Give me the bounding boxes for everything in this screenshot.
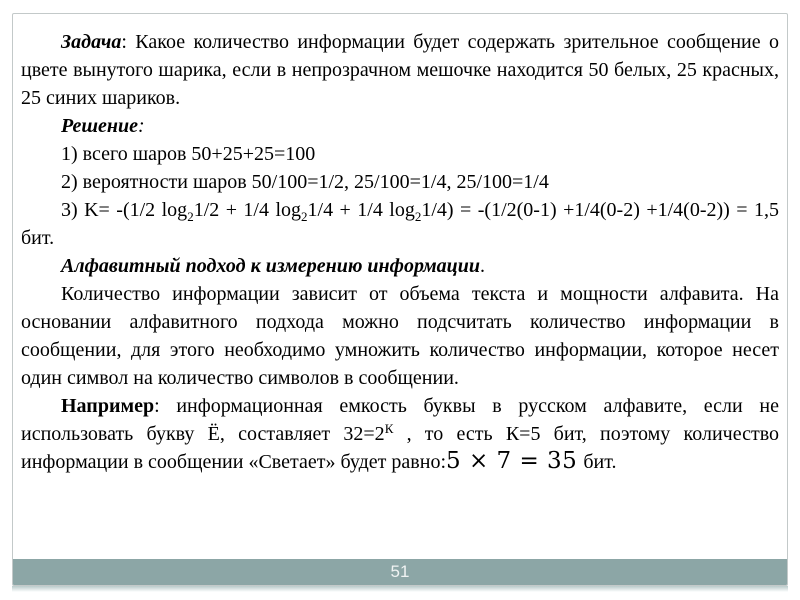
equation-5x7: 5 × 7 = 35 (446, 448, 578, 474)
example-tail: бит. (583, 451, 617, 473)
solution-heading (21, 112, 779, 140)
example-paragraph (21, 392, 779, 476)
alphabet-heading (21, 252, 779, 280)
solution-step-2: 2) вероятности шаров 50/100=1/2, 25/100=1/4, 25/100=1/4 (61, 171, 549, 193)
log-subscript-3: 2 (414, 209, 422, 224)
alphabet-heading-period: . (480, 255, 486, 277)
page-number: 51 (390, 562, 410, 581)
step3-text-4: 1/4) = -(1/2(0-1) +1/4(0-2) +1/4(0-2)) = 1,5 бит. (21, 199, 780, 249)
step3-text-2: 1/2 + 1/4 log (193, 199, 302, 221)
solution-step-1: 1) всего шаров 50+25+25=100 (61, 143, 316, 165)
power-superscript: К (384, 421, 394, 436)
task-text: : Какое количество информации будет содержать зрительное сообщение о цвете вынутого шарика, если в непрозрачном мешочке находится 50 белых, 25 красных, 25 синих шариков. (21, 31, 779, 109)
example-text-2: , то есть К=5 бит, поэтому количество информации в сообщении «Светает» будет равно: (21, 423, 780, 473)
example-text-1: : информационная емкость буквы в русском алфавите, если не использовать букву Ё, составляет 32=2 (21, 395, 779, 445)
band-shadow (12, 586, 788, 592)
log-subscript-2: 2 (301, 209, 308, 224)
slide-content-box (12, 13, 788, 586)
page-number-band (13, 559, 787, 585)
task-paragraph (21, 28, 779, 112)
example-label: Например (61, 395, 155, 417)
solution-heading-label: Решение (61, 115, 139, 137)
task-label: Задача (61, 31, 122, 53)
solution-heading-colon: : (138, 115, 145, 137)
log-subscript-1: 2 (187, 209, 194, 224)
alphabet-body: Количество информации зависит от объема текста и мощности алфавита. На основании алфавитного подхода можно подсчитать количество информации в сообщении, для этого необходимо умножить количество информации, которое несет один символ на количество символов в сообщении. (21, 283, 779, 389)
step3-text-1: 3) K= -(1/2 log (61, 199, 188, 221)
alphabet-heading-label: Алфавитный подход к измерению информации (61, 255, 481, 277)
step3-text-3: 1/4 + 1/4 log (307, 199, 415, 221)
solution-step-3 (21, 196, 779, 252)
